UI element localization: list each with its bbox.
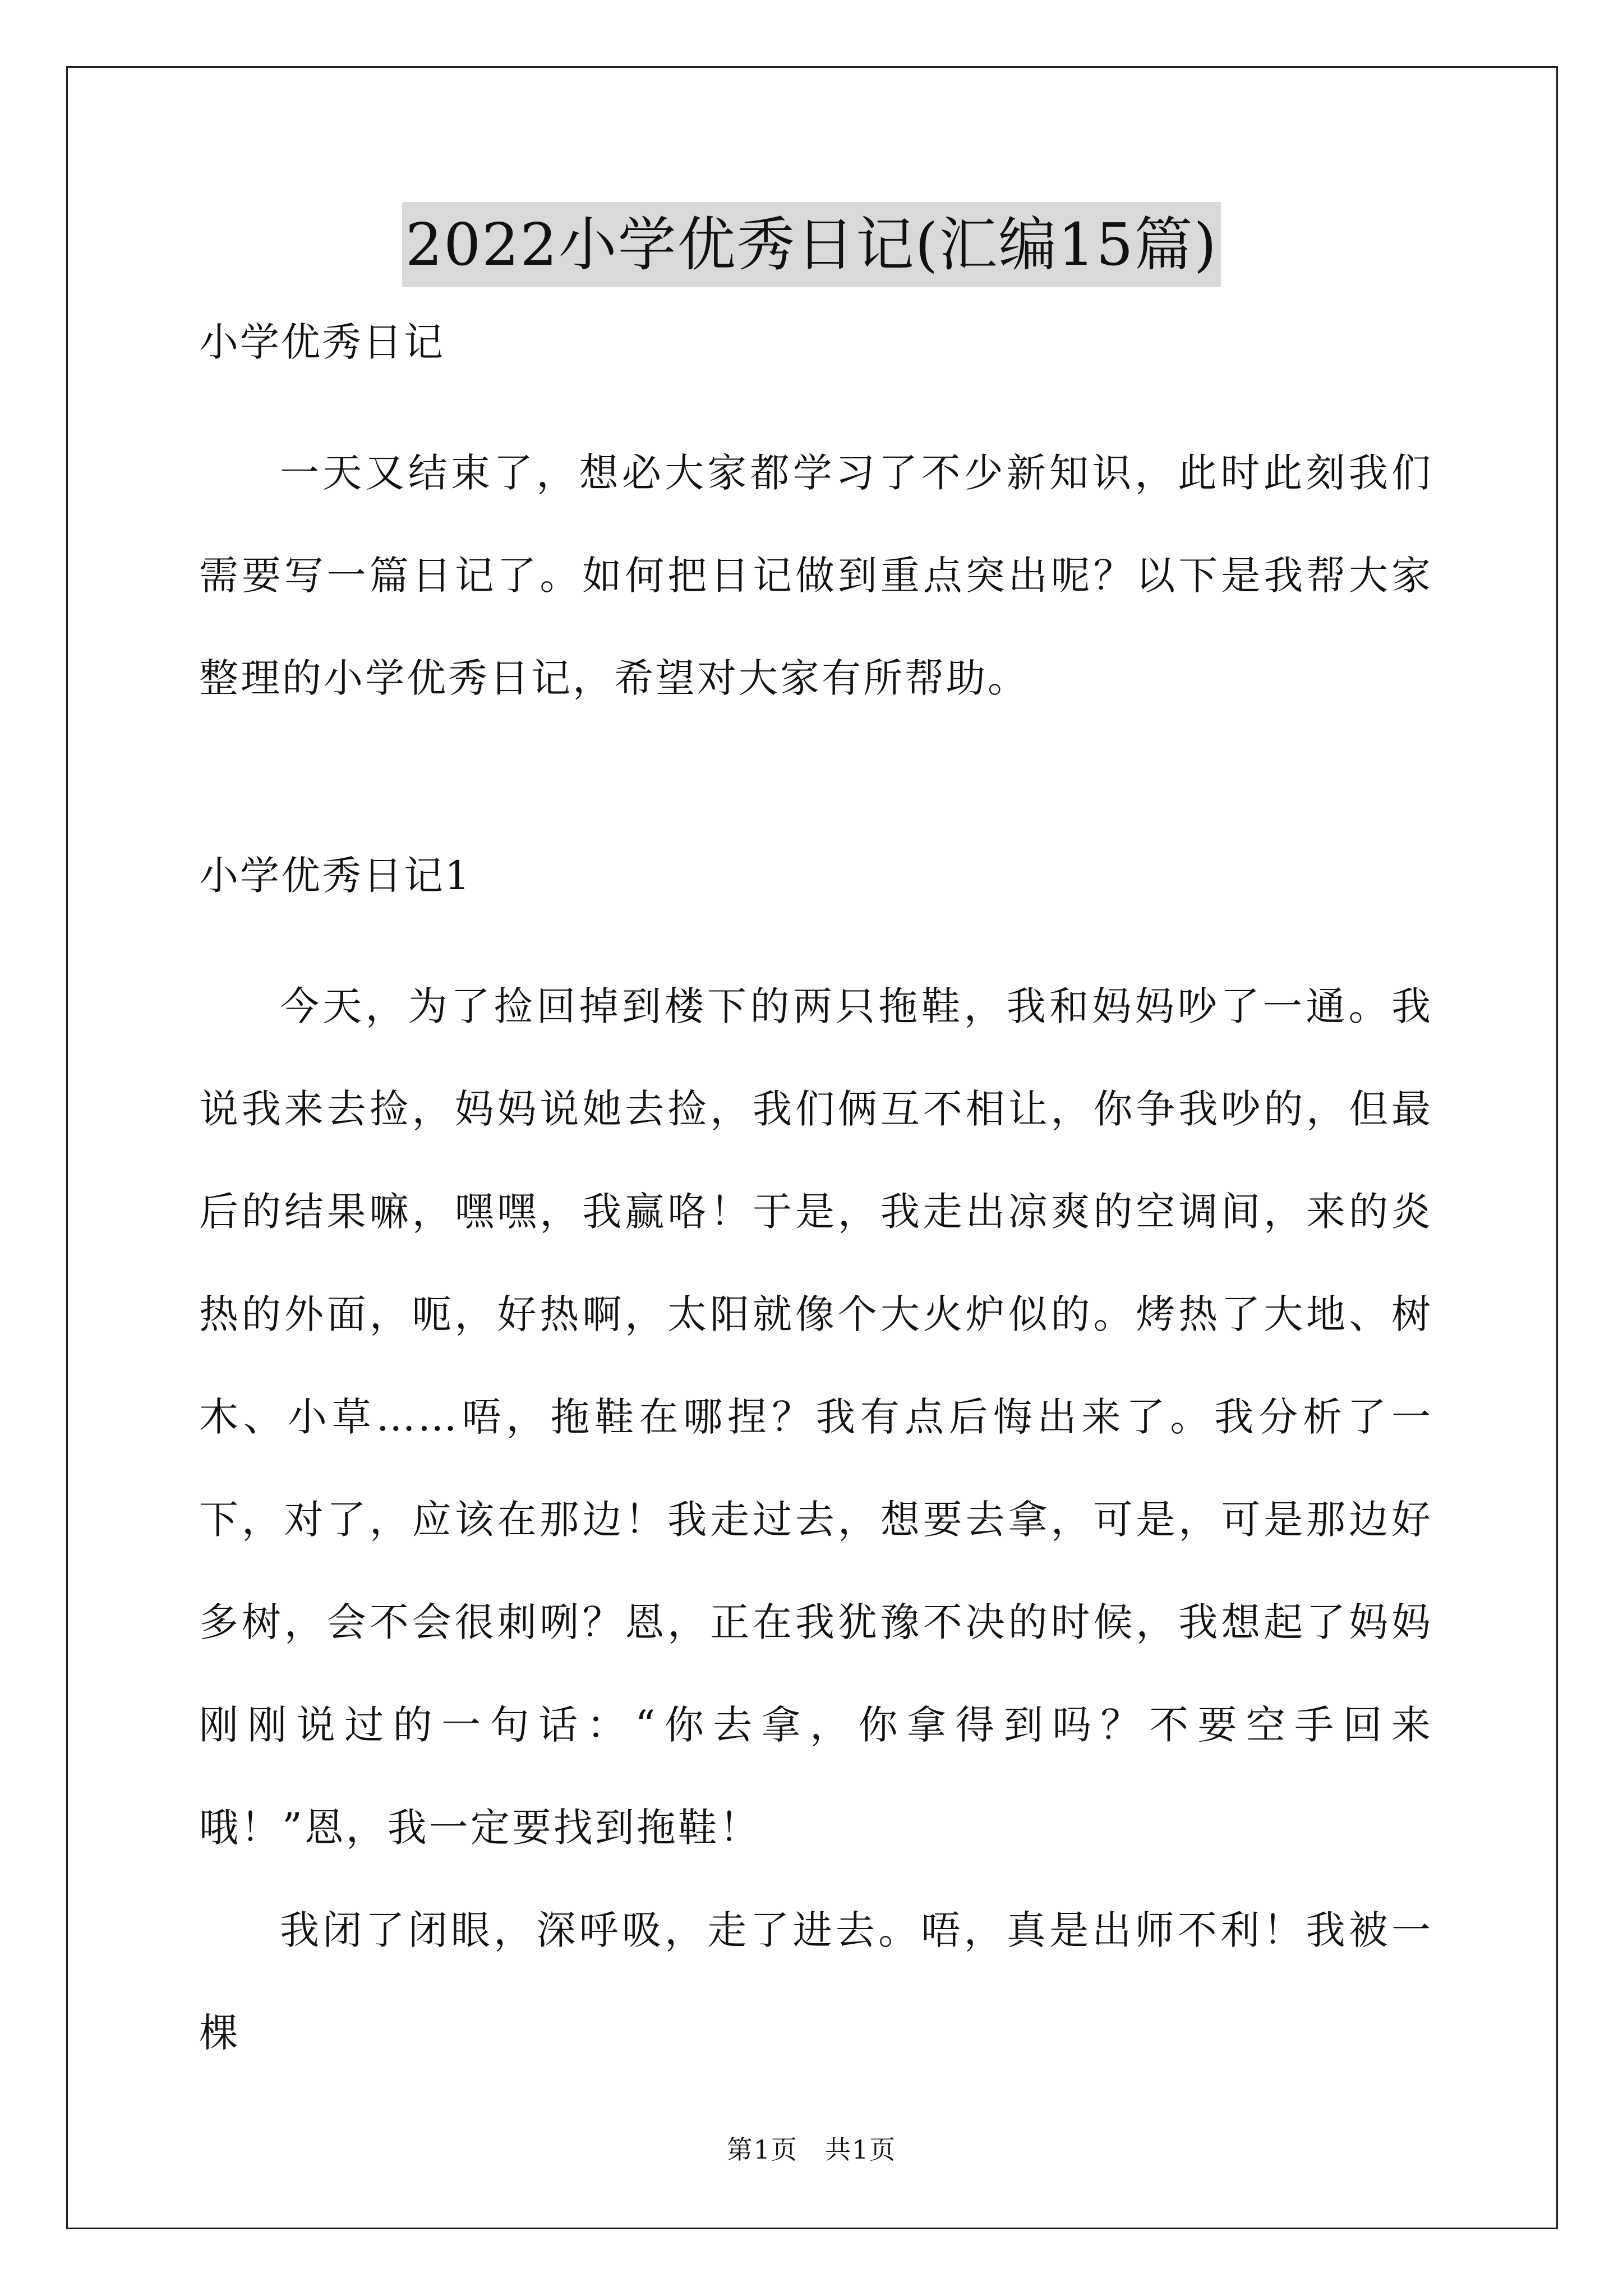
intro-paragraph: 一天又结束了，想必大家都学习了不少新知识，此时此刻我们需要写一篇日记了。如何把日记做到重点突出呢？以下是我帮大家整理的小学优秀日记，希望对大家有所帮助。 [199,450,1433,701]
title-container [0,202,1623,287]
page-footer: 第1页 共1页 [726,2134,897,2165]
document-title: 2022小学优秀日记(汇编15篇) [402,202,1221,287]
section-heading: 小学优秀日记1 [199,853,472,899]
main-heading: 小学优秀日记 [199,319,445,365]
story-paragraph-2: 我闭了闭眼，深呼吸，走了进去。唔，真是出师不利！我被一棵 [199,1907,1433,2056]
story-paragraph-1: 今天，为了捡回掉到楼下的两只拖鞋，我和妈妈吵了一通。我说我来去捡，妈妈说她去捡，我们俩互不相让，你争我吵的，但最后的结果嘛，嘿嘿，我赢咯！于是，我走出凉爽的空调间，来的炎热的外面，呃，好热啊，太阳就像个大火炉似的。烤热了大地、树木、小草……唔，拖鞋在哪捏？我有点后悔出来了。我分析了一下，对了，应该在那边！我走过去，想要去拿，可是，可是那边好多树，会不会很刺咧？恩，正在我犹豫不决的时候，我想起了妈妈刚刚说过的一句话：“你去拿，你拿得到吗？不要空手回来哦！”恩，我一定要找到拖鞋！ [199,983,1433,1851]
document-body [199,314,1433,2085]
